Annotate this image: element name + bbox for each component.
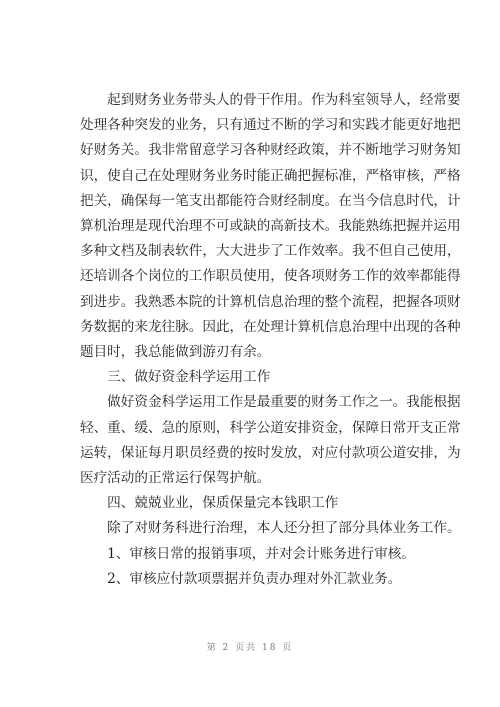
text-line: 还培训各个岗位的工作职员使用，使各项财务工作的效率都能得: [80, 268, 461, 285]
text-line: 识，使自己在处理财务业务时能正确把握标准，严格审核，严格: [80, 167, 461, 184]
text-line: 务数据的来龙往脉。因此，在处理计算机信息治理中出现的各种: [80, 318, 461, 335]
list-item: 1、审核日常的报销事项，并对会计账务进行审核。: [80, 545, 415, 562]
text-line: 轻、重、缓、急的原则，科学公道安排资金，保障日常开支正常: [80, 419, 461, 436]
text-line: 好财务关。我非常留意学习各种财经政策，并不断地学习财务知: [80, 142, 461, 159]
text-line: 处理各种突发的业务，只有通过不断的学习和实践才能更好地把: [80, 117, 461, 134]
page-footer: 第 2 页共 18 页: [206, 643, 294, 653]
text-line: 题目时，我总能做到游刃有余。: [80, 344, 271, 361]
text-line: 把关，确保每一笔支出都能符合财经制度。在当今信息时代，计: [80, 192, 461, 209]
text-line: 运转，保证每月职员经费的按时发放，对应付款项公道安排，为: [80, 444, 461, 461]
section-heading: 四、兢兢业业，保质保量完本钱职工作: [80, 495, 339, 512]
text-line: 多种文档及制表软件，大大进步了工作效率。我不但自己使用，: [80, 243, 461, 260]
list-item: 2、审核应付款项票据并负责办理对外汇款业务。: [80, 570, 402, 587]
text-line: 到进步。我熟悉本院的计算机信息治理的整个流程，把握各项财: [80, 293, 461, 310]
section-heading: 三、做好资金科学运用工作: [80, 369, 271, 386]
text-line: 做好资金科学运用工作是最重要的财务工作之一。我能根据: [80, 394, 461, 411]
body-text: [80, 88, 461, 592]
text-line: 除了对财务科进行治理，本人还分担了部分具体业务工作。: [80, 520, 461, 537]
text-line: 医疗活动的正常运行保驾护航。: [80, 470, 271, 487]
text-line: 起到财务业务带头人的骨干作用。作为科室领导人，经常要: [80, 92, 461, 108]
text-line: 算机治理是现代治理不可或缺的高新技术。我能熟练把握并运用: [80, 218, 461, 235]
